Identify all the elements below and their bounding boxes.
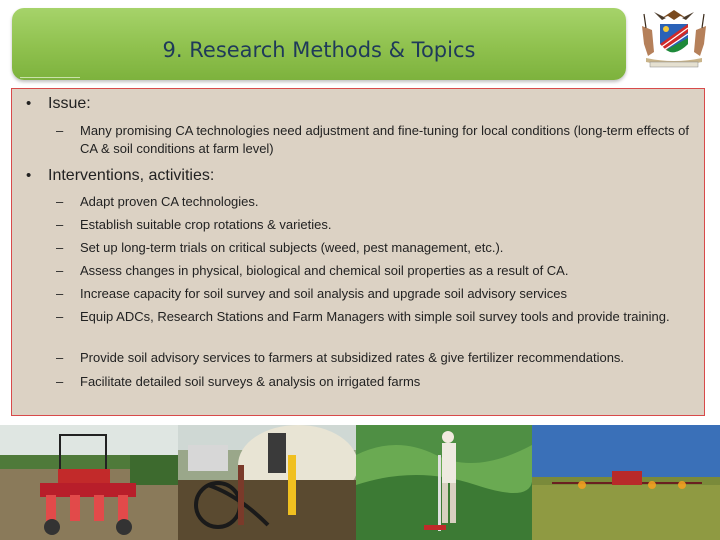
content-panel: • Issue: – Many promising CA technologies need adjustment and fine-tuning for local conditions (long-term effects of CA & soil conditions at farm level) • Interventions, activities: – Adapt proven CA technologies. – Establish suitable crop rotations & varieties. – Set up long-term trials on critical subjects (weed, pest management, etc.). – Assess changes in physical, biological and chemical soil properties as a result of CA. – Increase capacity for soil survey and soil analysis and upgrade soil advisory services – Equip ADCs, Research Stations and Farm Managers with simple soil survey tools and provide training. – Provide soil advisory services to farmers at subsidized rates & give fertilizer recommendations. – Facilitate detailed soil surveys & analysis on irrigated farms [11,88,705,416]
interventions-heading: Interventions, activities: [48,167,215,184]
sprayer-equipment-photo [178,425,356,540]
title-underline [20,77,80,78]
bullet-icon: • [26,95,32,112]
tractor-planter-photo [0,425,178,540]
field-sprayer-photo [532,425,720,540]
slide-title: 9. Research Methods & Topics [162,38,476,62]
photo-strip [0,425,720,540]
title-banner [12,8,626,80]
bullet-icon: • [26,167,32,184]
namibia-coat-of-arms-icon [632,4,716,70]
issue-heading: Issue: [48,95,91,112]
list-item: – Many promising CA technologies need adjustment and fine-tuning for local conditions (long-term effects of CA & soil conditions at farm level) [56,123,689,156]
field-soil-auger-photo [356,425,532,540]
